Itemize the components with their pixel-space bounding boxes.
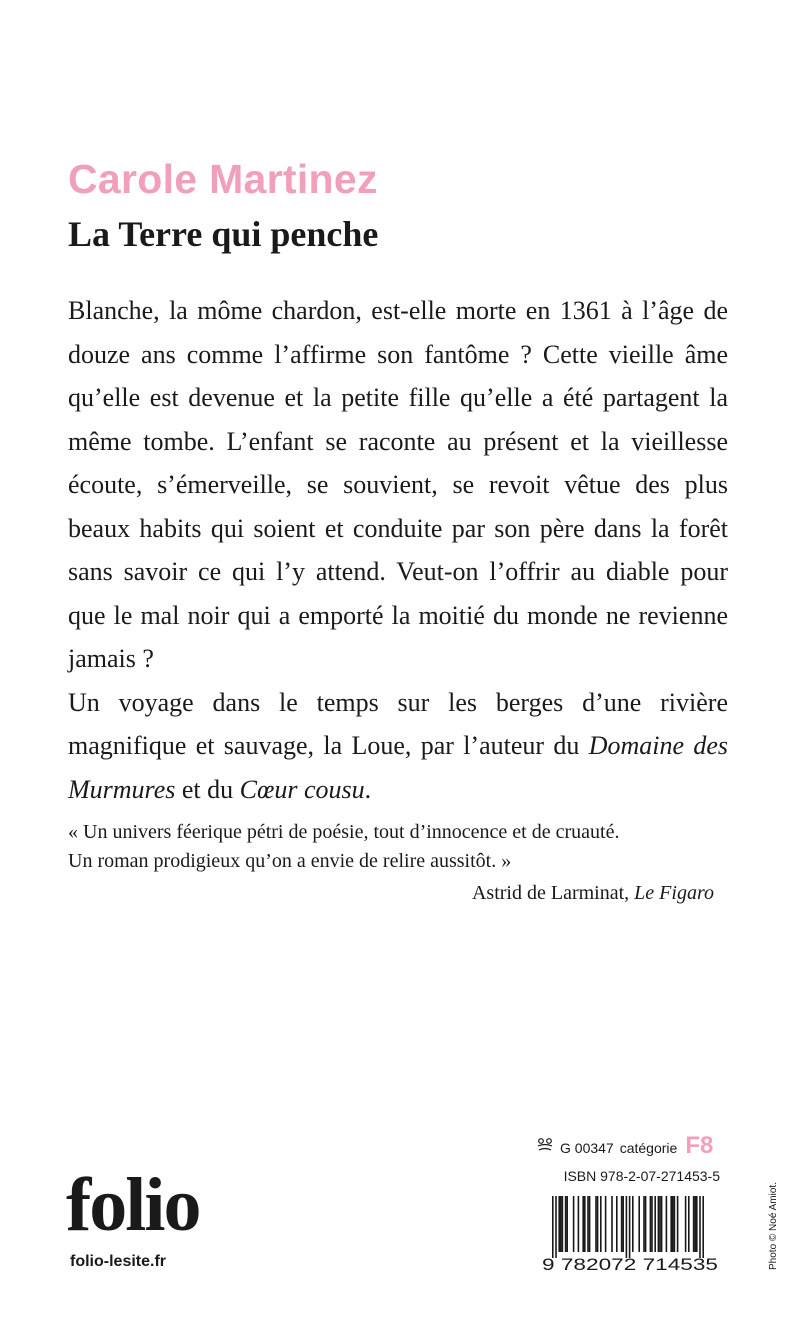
isbn: ISBN 978-2-07-271453-5: [563, 1168, 720, 1184]
attribution-source: Le Figaro: [634, 882, 714, 904]
barcode-bar: [587, 1196, 589, 1252]
barcode-bar: [589, 1196, 591, 1252]
barcode-bar: [560, 1196, 562, 1252]
barcode-bar: [654, 1196, 656, 1252]
blurb-text: .: [364, 774, 372, 804]
barcode-bar: [595, 1196, 597, 1252]
barcode-bar: [696, 1196, 698, 1252]
book-title: La Terre qui penche: [68, 214, 379, 254]
blurb-paragraph-2: [68, 681, 728, 812]
barcode-bar: [702, 1196, 704, 1258]
blurb-text: et du: [175, 774, 240, 804]
barcode-bar: [562, 1196, 564, 1252]
publisher-code: G 00347: [560, 1140, 614, 1156]
publisher-website: folio-lesite.fr: [70, 1253, 167, 1270]
quote-line-1: « Un univers féerique pétri de poésie, tout d’innocence et de cruauté.: [68, 821, 620, 843]
barcode-bar: [685, 1196, 687, 1252]
category-code: F8: [685, 1132, 714, 1159]
barcode-bar: [629, 1196, 631, 1258]
blurb: [68, 289, 728, 811]
barcode-bar: [626, 1196, 628, 1258]
barcode-bar: [616, 1196, 618, 1252]
attribution-name: Astrid de Larminat,: [471, 882, 635, 904]
barcode-bar: [670, 1196, 672, 1252]
barcode-bar: [552, 1196, 554, 1258]
blurb-text: Un voyage dans le temps sur les berges d’une rivière magnifique et sauvage, la Loue, par l’auteur du: [68, 687, 728, 760]
barcode-bar: [584, 1196, 586, 1252]
barcode-bar: [611, 1196, 613, 1252]
barcode-bar: [674, 1196, 676, 1252]
barcode-digits: 9 782072 714535: [542, 1255, 718, 1274]
gallimard-publisher-icon: [536, 1137, 554, 1153]
barcode-bar: [622, 1196, 624, 1252]
blurb-paragraph-1: Blanche, la môme chardon, est-elle morte en 1361 à l’âge de douze ans comme l’affirme son fantôme ? Cette vieille âme qu’elle est devenue et la petite fille qu’elle a été partagent la même tombe. L’enfant se raconte au présent et la vieillesse écoute, s’émerveille, se souvient, se revoit vêtue des plus beaux habits qui soient et conduite par son père dans la forêt sans savoir ce qui l’y attend. Veut-on l’offrir au diable pour que le mal noir qui a emporté la moitié du monde ne revienne jamais ?: [68, 296, 728, 673]
folio-logo: folio: [66, 1163, 200, 1247]
barcode-bar: [650, 1196, 652, 1252]
barcode-bar: [659, 1196, 661, 1252]
quote-attribution: [472, 882, 714, 905]
barcode-bar: [688, 1196, 690, 1252]
barcode-bar: [600, 1196, 602, 1252]
barcode-bar: [693, 1196, 695, 1252]
photo-credit: Photo © Noé Amiot.: [768, 1182, 779, 1270]
book-reference-2: Cœur cousu: [239, 774, 365, 804]
barcode-bar: [699, 1196, 701, 1258]
barcode-bar: [638, 1196, 640, 1252]
isbn-barcode: [540, 1196, 720, 1274]
barcode-bar: [597, 1196, 599, 1252]
barcode-bar: [672, 1196, 674, 1252]
barcode-bar: [651, 1196, 653, 1252]
book-reference-1: Domaine des Murmures: [68, 731, 728, 804]
barcode-bar: [694, 1196, 696, 1252]
barcode-bar: [573, 1196, 575, 1252]
press-quote: [68, 818, 728, 876]
barcode-bar: [661, 1196, 663, 1252]
author-name: Carole Martinez: [68, 156, 378, 202]
barcode-bar: [666, 1196, 668, 1252]
barcode-bar: [621, 1196, 623, 1252]
barcode-bar: [555, 1196, 557, 1258]
publisher-info-row: [536, 1132, 713, 1160]
quote-line-2: Un roman prodigieux qu’on a envie de relire aussitôt. »: [68, 850, 512, 872]
barcode-bar: [632, 1196, 634, 1252]
barcode-bar: [558, 1196, 560, 1252]
barcode-bar: [566, 1196, 568, 1252]
barcode-bar: [565, 1196, 567, 1252]
barcode-bar: [658, 1196, 660, 1252]
barcode-bar: [582, 1196, 584, 1252]
barcode-bar: [605, 1196, 607, 1252]
barcode-bar: [578, 1196, 580, 1252]
category-label: catégorie: [619, 1140, 678, 1156]
barcode-bar: [643, 1196, 645, 1252]
barcode-bar: [645, 1196, 647, 1252]
barcode-bar: [677, 1196, 679, 1252]
